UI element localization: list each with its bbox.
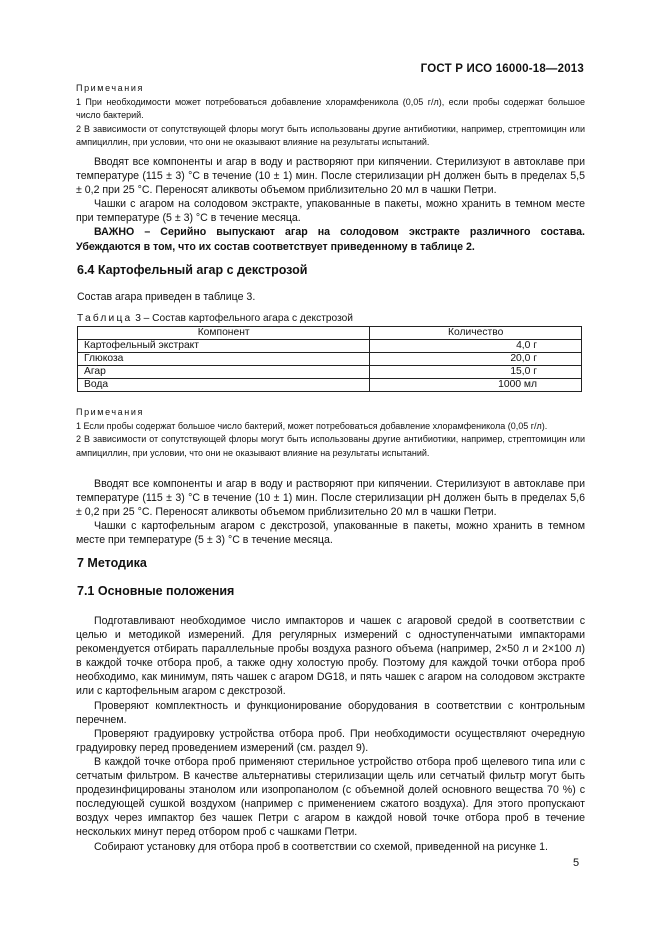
paragraph: В каждой точке отбора проб применяют стерильное устройство отбора проб щелевого типа или с сетчатым фильтром. В качестве альтернативы стерилизации щель или сетчатый фильтр могут быть продезинфицированы этанолом или изопропанолом (с объемной долей основного вещества 70 %) с последующей сушкой воздухом (например с применением сжатого воздуха). Для этого пропускают воздух через импактор без чашек Петри с агаром в каждой новой точке отбора проб в течение нескольких минут перед отбором проб с чашками Петри.: [76, 755, 585, 839]
section-heading-6-4: 6.4 Картофельный агар с декстрозой: [77, 263, 308, 277]
paragraph: Проверяют комплектность и функционирование оборудования в соответствии с контрольным перечнем.: [76, 699, 585, 726]
composition-table: [77, 326, 582, 392]
notes-title: Примечания: [76, 407, 144, 417]
note-item: 1 При необходимости может потребоваться добавление хлорамфеникола (0,05 г/л), если пробы содержат большое число бактерий.: [76, 96, 585, 120]
table-row: [78, 366, 582, 379]
table-cell: 4,0 г: [370, 340, 582, 353]
notes-title: Примечания: [76, 83, 144, 93]
document-id: ГОСТ Р ИСО 16000-18—2013: [420, 63, 584, 75]
paragraph: Собирают установку для отбора проб в соответствии со схемой, приведенной на рисунке 1.: [94, 840, 548, 853]
note-item: 2 В зависимости от сопутствующей флоры могут быть использованы другие антибиотики, например, стрептомицин или ампициллин, при условии, что они не оказывают влияние на результаты испытаний.: [76, 434, 585, 458]
table-row: [78, 340, 582, 353]
table-cell: Агар: [78, 366, 370, 379]
table-row: [78, 353, 582, 366]
table-cell: Картофельный экстракт: [78, 340, 370, 353]
table-cell: 1000 мл: [370, 379, 582, 392]
note-item: 1 Если пробы содержат большое число бактерий, может потребоваться добавление хлорамфеникола (0,05 г/л).: [76, 420, 548, 431]
paragraph: Проверяют градуировку устройства отбора проб. При необходимости осуществляют очередную градуировку перед проведением измерений (см. раздел 9).: [76, 727, 585, 754]
important-paragraph: ВАЖНО – Серийно выпускают агар на солодовом экстракте различного состава. Убеждаются в том, что их состав соответствует приведенному в таблице 2.: [76, 226, 585, 253]
table-cell: Вода: [78, 379, 370, 392]
column-header: Компонент: [78, 327, 370, 340]
paragraph: Чашки с агаром на солодовом экстракте, упакованные в пакеты, можно хранить в темном месте при температуре (5 ± 3) °С в течение месяца.: [76, 198, 585, 225]
table-row: [78, 379, 582, 392]
section-heading-7: 7 Методика: [77, 556, 147, 570]
section-7-1-body: [76, 614, 585, 854]
notes-block-2: [76, 406, 585, 460]
paragraph: Чашки с картофельным агаром с декстрозой, упакованные в пакеты, можно хранить в темном месте при температуре (5 ± 3) °С в течение месяца.: [76, 520, 585, 547]
table-header-row: [78, 327, 582, 340]
section-heading-7-1: 7.1 Основные положения: [77, 584, 235, 598]
paragraph: Подготавливают необходимое число импакторов и чашек с агаровой средой в соответствии с целью и методикой измерений. Для регулярных измерений с одноступенчатыми импакторами рекомендуется отбирать параллельные пробы воздуха разного объема (например, 2×50 л и 2×100 л) в каждой точке отбора проб, а также одну холостую пробу. Поэтому для каждой точки отбора проб необходимо, как минимум, пять чашек с агаром DG18, и пять чашек с агаром на солодовом экстракте или с картофельным агаром с декстрозой.: [76, 615, 585, 698]
paragraph: Вводят все компоненты и агар в воду и растворяют при кипячении. Стерилизуют в автоклаве при температуре (115 ± 3) °С в течение (10 ± 1) мин. После стерилизации pH должен быть в пределах 5,5 ± 0,2 при 25 °С. Переносят аликвоты объемом приблизительно 20 мл в чашки Петри.: [76, 156, 585, 197]
table-caption: [77, 313, 353, 324]
column-header: Количество: [370, 327, 582, 340]
page-number: 5: [573, 857, 580, 869]
table-caption-text: 3 – Состав картофельного агара с декстрозой: [135, 313, 353, 324]
note-item: 2 В зависимости от сопутствующей флоры могут быть использованы другие антибиотики, например, стрептомицин или ампициллин, при условии, что они не оказывают влияние на результаты испытаний.: [76, 123, 585, 147]
table-cell: 15,0 г: [370, 366, 582, 379]
table-intro: Состав агара приведен в таблице 3.: [77, 291, 256, 303]
table-cell: 20,0 г: [370, 353, 582, 366]
table-caption-label: Таблица: [77, 313, 133, 324]
notes-block-1: [76, 82, 585, 150]
paragraph: Вводят все компоненты и агар в воду и растворяют при кипячении. Стерилизуют в автоклаве при температуре (115 ± 3) °С в течение (10 ± 1) мин. После стерилизации pH должен быть в пределах 5,6 ± 0,2 при 25 °С. Переносят аликвоты объемом приблизительно 20 мл в чашки Петри.: [76, 478, 585, 519]
prep-paragraphs-potato: [76, 477, 585, 547]
prep-paragraphs-malt: [76, 155, 585, 254]
table-cell: Глюкоза: [78, 353, 370, 366]
